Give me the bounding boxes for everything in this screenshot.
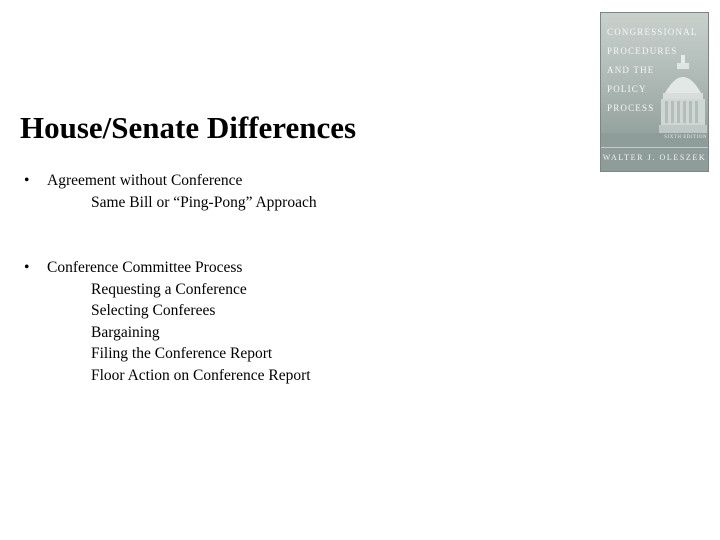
bullet-text: Agreement without Conference	[47, 172, 243, 189]
bullet-group-conference	[24, 257, 311, 387]
sub-item: Bargaining	[91, 323, 160, 341]
book-title: CONGRESSIONAL PROCEDURES AND THE POLICY PROCESS	[607, 27, 698, 113]
bullet-text: Conference Committee Process	[47, 259, 243, 276]
sub-item: Requesting a Conference	[91, 280, 247, 298]
book-author: WALTER J. OLESZEK	[602, 153, 707, 162]
sub-item: Selecting Conferees	[91, 302, 216, 320]
bullet-marker: •	[24, 259, 30, 276]
book-edition: SIXTH EDITION	[664, 135, 707, 140]
book-divider	[601, 147, 708, 148]
bullet-item	[24, 257, 311, 279]
bullet-group-agreement	[24, 170, 317, 213]
sub-item: Filing the Conference Report	[91, 345, 273, 363]
slide-title: House/Senate Differences	[20, 110, 357, 145]
book-cover-image	[600, 12, 709, 172]
bullet-marker: •	[24, 172, 30, 189]
bullet-item	[24, 170, 317, 192]
sub-item: Floor Action on Conference Report	[91, 366, 311, 384]
sub-item: Same Bill or “Ping-Pong” Approach	[91, 193, 317, 211]
